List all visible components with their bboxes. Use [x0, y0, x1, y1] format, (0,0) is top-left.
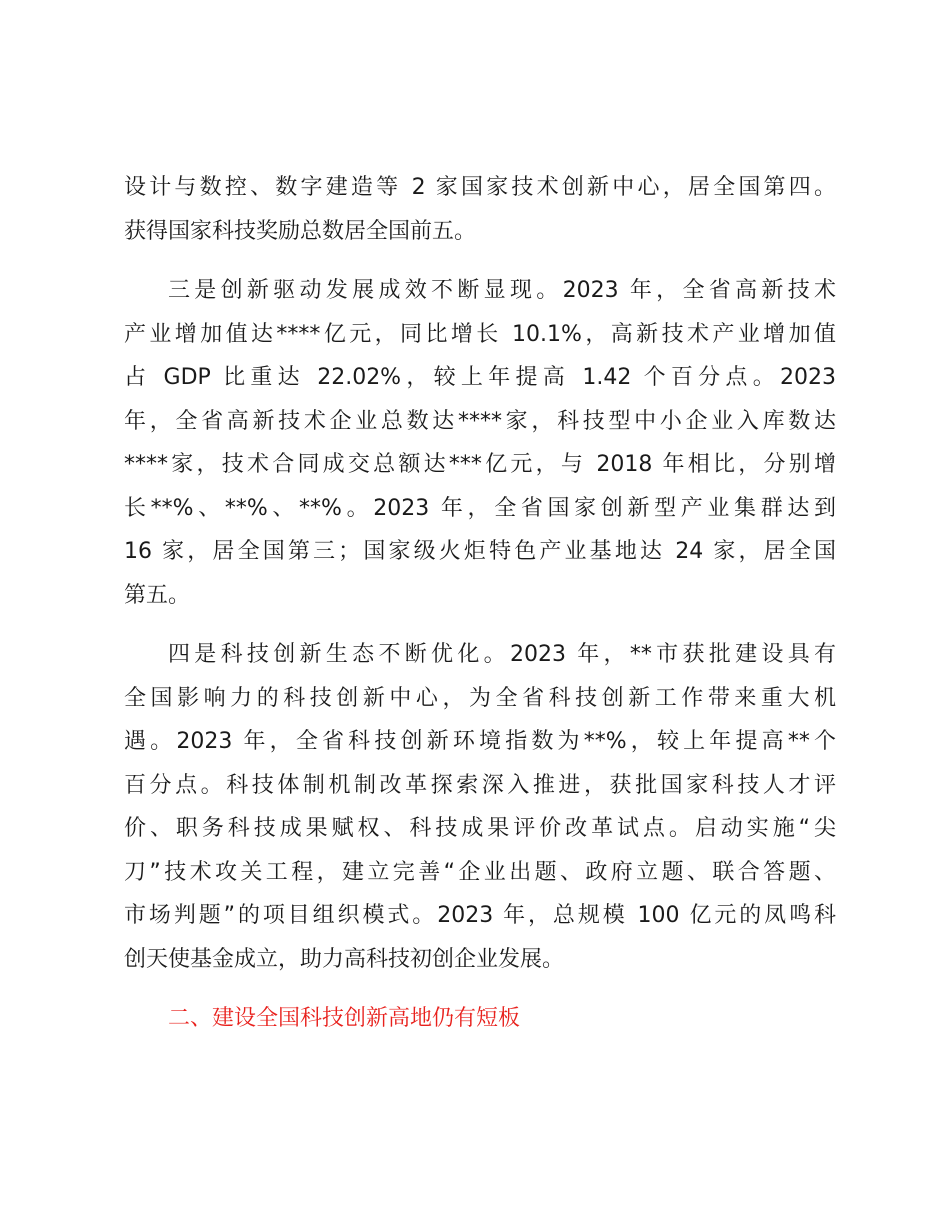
paragraph-2	[124, 269, 836, 617]
paragraph-line: 百分点。科技体制机制改革探索深入推进，获批国家科技人才评	[124, 772, 836, 798]
section-heading: 二、建设全国科技创新高地仍有短板	[168, 1006, 521, 1031]
paragraph-line: 16 家，居全国第三；国家级火炬特色产业基地达 24 家，居全国	[124, 539, 836, 564]
paragraph-line: 四是科技创新生态不断优化。2023 年，**市获批建设具有	[168, 642, 836, 667]
paragraph-line: 刀”技术攻关工程，建立完善“企业出题、政府立题、联合答题、	[124, 859, 836, 885]
paragraph-line: 价、职务科技成果赋权、科技成果评价改革试点。启动实施“尖	[124, 816, 836, 841]
paragraph-line: 创天使基金成立，助力高科技初创企业发展。	[124, 946, 565, 972]
document-page	[124, 166, 836, 1041]
paragraph-line: 获得国家科技奖励总数居全国前五。	[124, 218, 477, 244]
paragraph-1	[124, 166, 836, 253]
paragraph-line: 全国影响力的科技创新中心，为全省科技创新工作带来重大机	[124, 685, 836, 711]
paragraph-line: 设计与数控、数字建造等 2 家国家技术创新中心，居全国第四。	[124, 175, 836, 200]
paragraph-line: 占 GDP 比重达 22.02%，较上年提高 1.42 个百分点。2023	[124, 365, 836, 390]
paragraph-line: 长**%、**%、**%。2023 年，全省国家创新型产业集群达到	[124, 495, 836, 521]
paragraph-line: ****家，技术合同成交总额达***亿元，与 2018 年相比，分别增	[124, 452, 836, 477]
paragraph-3	[124, 633, 836, 981]
paragraph-line: 年，全省高新技术企业总数达****家，科技型中小企业入库数达	[124, 408, 836, 434]
paragraph-line: 市场判题”的项目组织模式。2023 年，总规模 100 亿元的凤鸣科	[124, 903, 836, 928]
paragraph-line: 第五。	[124, 582, 191, 608]
paragraph-line: 产业增加值达****亿元，同比增长 10.1%，高新技术产业增加值	[124, 321, 836, 347]
paragraph-line: 遇。2023 年，全省科技创新环境指数为**%，较上年提高**个	[124, 729, 836, 754]
paragraph-line: 三是创新驱动发展成效不断显现。2023 年，全省高新技术	[168, 278, 836, 303]
